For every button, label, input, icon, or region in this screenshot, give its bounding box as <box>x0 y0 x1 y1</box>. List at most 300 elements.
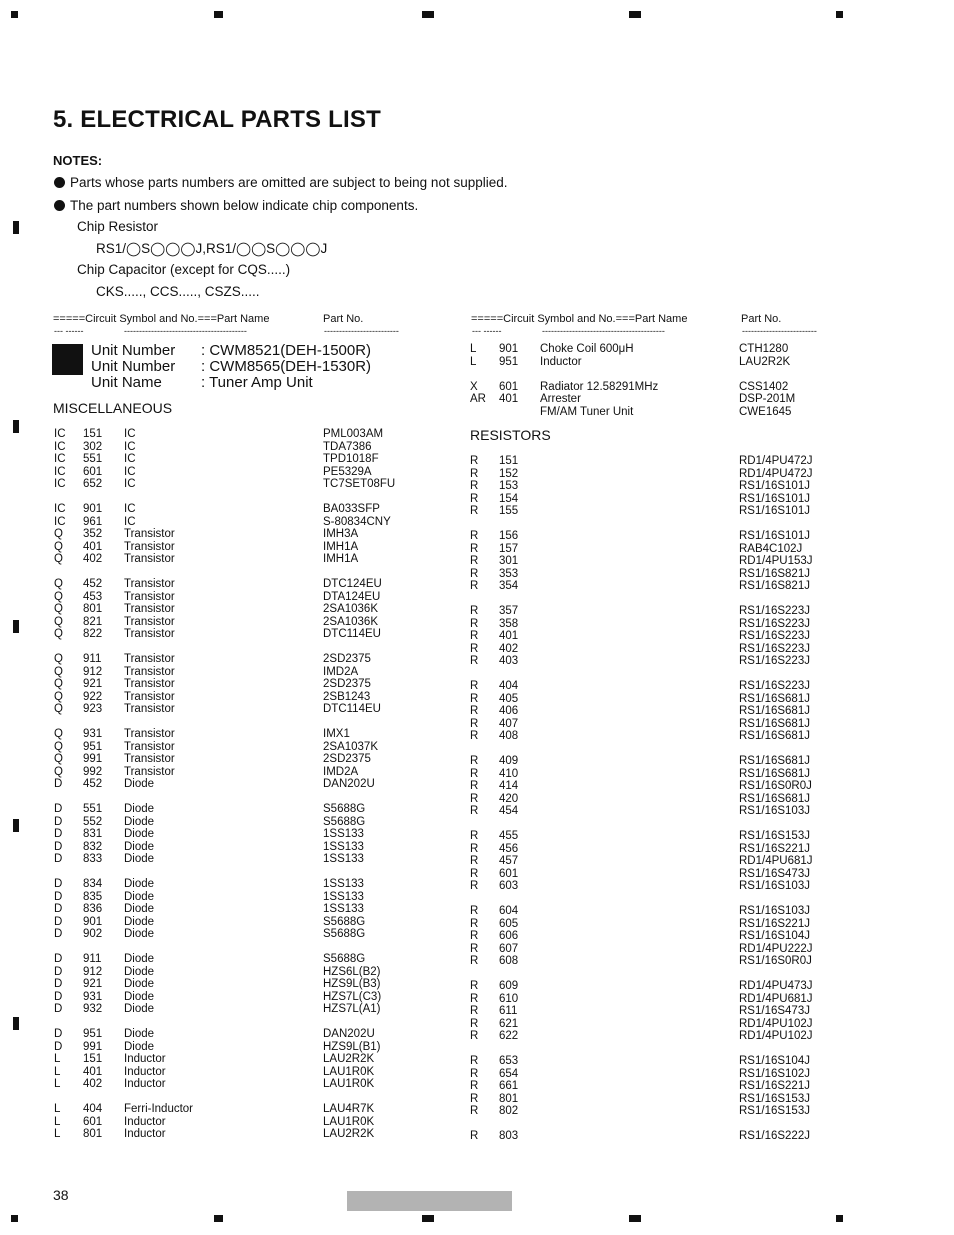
column-header-left: =====Circuit Symbol and No.===Part Name --- ------ ----------------------------------------- <box>53 313 270 336</box>
registration-mark <box>214 1215 223 1222</box>
number-cell: 803 <box>499 1130 519 1142</box>
name-cell: Diode <box>124 1040 155 1053</box>
number-cell: 836 <box>83 903 103 915</box>
name-cell: FM/AM Tuner Unit <box>540 405 634 418</box>
number-cell: 552 <box>83 815 103 828</box>
name-cell: Choke Coil 600μH <box>540 343 634 355</box>
side-mark <box>13 221 19 234</box>
name-cell: Inductor <box>124 1065 166 1078</box>
name-cell: Transistor <box>124 728 175 740</box>
partno-cell: RS1/16S681J <box>739 705 810 717</box>
number-cell: 358 <box>499 617 519 630</box>
symbol-cell: R <box>470 1080 479 1092</box>
partno-cell: RS1/16S681J <box>739 767 810 780</box>
number-cell: 403 <box>499 655 519 667</box>
symbol-cell: IC <box>54 503 66 515</box>
partno-cell: DTC114EU <box>323 703 381 715</box>
number-cell: 931 <box>83 990 103 1003</box>
symbol-cell: D <box>54 878 63 890</box>
name-cell: Diode <box>124 990 155 1003</box>
number-cell: 991 <box>83 1040 103 1053</box>
partno-cell: RS1/16S223J <box>739 617 810 630</box>
partno-cell: LAU1R0K <box>323 1065 375 1078</box>
number-cell: 406 <box>499 705 519 717</box>
partno-cell: DSP-201M <box>739 393 796 405</box>
symbol-cell: R <box>470 917 479 930</box>
partno-cell: RS1/16S821J <box>739 567 810 580</box>
symbol-cell: Q <box>54 528 63 540</box>
notes-heading: NOTES: <box>53 153 103 168</box>
number-cell: 605 <box>499 917 519 930</box>
partno-cell: HZS7L(A1) <box>323 1003 381 1015</box>
number-cell: 932 <box>83 1003 103 1015</box>
symbol-cell: Q <box>54 728 63 740</box>
name-cell: Transistor <box>124 528 175 540</box>
number-cell: 404 <box>83 1103 103 1115</box>
symbol-cell: R <box>470 492 479 505</box>
number-cell: 402 <box>83 1078 103 1090</box>
symbol-cell: R <box>470 630 479 642</box>
name-cell: Diode <box>124 1003 155 1015</box>
number-cell: 901 <box>83 503 103 515</box>
symbol-cell: L <box>54 1065 61 1078</box>
bullet-icon <box>54 200 65 211</box>
symbol-cell: R <box>470 555 479 567</box>
symbol-cell: R <box>470 642 479 655</box>
number-cell: 302 <box>83 440 103 453</box>
symbol-cell: D <box>54 1003 63 1015</box>
symbol-cell: R <box>470 955 479 967</box>
number-cell: 402 <box>83 553 103 565</box>
partno-cell: 1SS133 <box>323 853 364 865</box>
number-cell: 156 <box>499 530 519 542</box>
chip-resistor-label: Chip Resistor <box>77 219 159 234</box>
symbol-cell: D <box>54 840 63 853</box>
symbol-cell: X <box>470 380 478 393</box>
partno-cell: S5688G <box>323 803 366 815</box>
note-item: Parts whose parts numbers are omitted are subject to being not supplied. <box>54 175 508 190</box>
partno-cell: RS1/16S223J <box>739 605 810 617</box>
symbol-cell: L <box>470 343 477 355</box>
partno-cell: RS1/16S681J <box>739 755 810 767</box>
number-cell: 921 <box>83 978 103 990</box>
partno-cell: 2SA1036K <box>323 615 378 628</box>
number-cell: 992 <box>83 765 103 778</box>
symbol-cell: R <box>470 505 479 517</box>
symbol-cell: D <box>54 778 63 790</box>
symbol-cell: Q <box>54 540 63 553</box>
partno-cell: HZS9L(B3) <box>323 978 381 990</box>
partno-cell: LAU1R0K <box>323 1115 375 1128</box>
symbol-cell: D <box>54 928 63 940</box>
symbol-cell: R <box>470 855 479 867</box>
symbol-cell: IC <box>54 478 66 490</box>
number-cell: 901 <box>499 343 519 355</box>
symbol-cell: R <box>470 455 479 467</box>
partno-cell: 2SA1036K <box>323 603 378 615</box>
side-mark <box>13 420 19 433</box>
symbol-cell: Q <box>54 653 63 665</box>
partno-cell: RD1/4PU472J <box>739 455 813 467</box>
name-cell: Diode <box>124 815 155 828</box>
number-cell: 652 <box>83 478 103 490</box>
number-cell: 401 <box>499 630 519 642</box>
symbol-cell: D <box>54 853 63 865</box>
name-cell: Transistor <box>124 703 175 715</box>
partno-cell: RS1/16S473J <box>739 867 810 880</box>
symbol-cell: IC <box>54 428 66 440</box>
name-cell: IC <box>124 440 136 453</box>
symbol-cell: Q <box>54 590 63 603</box>
number-cell: 923 <box>83 703 103 715</box>
name-cell: Radiator 12.58291MHz <box>540 380 659 393</box>
unit-marker-box <box>52 344 83 375</box>
number-cell: 607 <box>499 942 519 955</box>
number-cell: 354 <box>499 580 519 592</box>
name-cell: Transistor <box>124 615 175 628</box>
partno-cell: RS1/16S153J <box>739 1105 810 1117</box>
symbol-cell: Q <box>54 765 63 778</box>
name-cell: Inductor <box>124 1115 166 1128</box>
number-cell: 151 <box>83 428 103 440</box>
number-cell: 821 <box>83 615 103 628</box>
symbol-cell: Q <box>54 603 63 615</box>
partno-cell: RS1/16S222J <box>739 1130 810 1142</box>
partno-cell: RS1/16S681J <box>739 692 810 705</box>
symbol-cell: R <box>470 755 479 767</box>
number-cell: 901 <box>83 915 103 928</box>
number-cell: 452 <box>83 578 103 590</box>
name-cell: IC <box>124 503 136 515</box>
partno-cell: S-80834CNY <box>323 515 391 528</box>
name-cell: IC <box>124 428 136 440</box>
number-cell: 414 <box>499 780 519 792</box>
symbol-cell: D <box>54 965 63 978</box>
symbol-cell: D <box>54 815 63 828</box>
partno-cell: LAU2R2K <box>323 1128 375 1140</box>
note-item: The part numbers shown below indicate chip components. <box>54 198 418 213</box>
symbol-cell: R <box>470 1030 479 1042</box>
number-cell: 654 <box>499 1067 519 1080</box>
footer-bar <box>347 1191 512 1211</box>
symbol-cell: R <box>470 530 479 542</box>
symbol-cell: L <box>470 355 477 368</box>
registration-mark <box>214 11 223 18</box>
side-mark <box>13 819 19 832</box>
partno-cell: RS1/16S153J <box>739 830 810 842</box>
number-cell: 154 <box>499 492 519 505</box>
number-cell: 902 <box>83 928 103 940</box>
symbol-cell: R <box>470 867 479 880</box>
partno-cell: CWE1645 <box>739 405 792 418</box>
name-cell: Ferri-Inductor <box>124 1103 194 1115</box>
symbol-cell: R <box>470 680 479 692</box>
partno-cell: RS1/16S101J <box>739 480 810 492</box>
partno-cell: DTC114EU <box>323 628 381 640</box>
symbol-cell: Q <box>54 615 63 628</box>
number-cell: 833 <box>83 853 103 865</box>
partno-cell: BA033SFP <box>323 503 380 515</box>
partno-cell: 2SA1037K <box>323 740 378 753</box>
partno-cell: RD1/4PU102J <box>739 1017 813 1030</box>
symbol-cell: R <box>470 655 479 667</box>
registration-mark <box>836 11 843 18</box>
partno-cell: RS1/16S221J <box>739 917 810 930</box>
symbol-cell: R <box>470 1067 479 1080</box>
name-cell: Inductor <box>124 1128 166 1140</box>
partno-cell: RS1/16S104J <box>739 1055 810 1067</box>
partno-cell: 1SS133 <box>323 890 364 903</box>
name-cell: Transistor <box>124 678 175 690</box>
partno-cell: S5688G <box>323 928 366 940</box>
symbol-cell: IC <box>54 453 66 465</box>
partno-cell: RS1/16S223J <box>739 630 810 642</box>
name-cell: IC <box>124 453 136 465</box>
symbol-cell: D <box>54 890 63 903</box>
partno-cell: 1SS133 <box>323 878 364 890</box>
symbol-cell: R <box>470 480 479 492</box>
partno-cell: LAU2R2K <box>323 1053 375 1065</box>
number-cell: 601 <box>499 380 519 393</box>
number-cell: 457 <box>499 855 519 867</box>
symbol-cell: L <box>54 1078 61 1090</box>
symbol-cell: R <box>470 1105 479 1117</box>
partno-cell: RD1/4PU102J <box>739 1030 813 1042</box>
partno-cell: RS1/16S102J <box>739 1067 810 1080</box>
number-cell: 407 <box>499 717 519 730</box>
name-cell: IC <box>124 465 136 478</box>
number-cell: 961 <box>83 515 103 528</box>
number-cell: 353 <box>499 567 519 580</box>
symbol-cell: Q <box>54 553 63 565</box>
number-cell: 951 <box>83 740 103 753</box>
symbol-cell: R <box>470 717 479 730</box>
name-cell: Transistor <box>124 553 175 565</box>
symbol-cell: IC <box>54 440 66 453</box>
number-cell: 912 <box>83 665 103 678</box>
symbol-cell: L <box>54 1103 61 1115</box>
partno-cell: IMH3A <box>323 528 359 540</box>
name-cell: IC <box>124 515 136 528</box>
name-cell: Diode <box>124 953 155 965</box>
partno-cell: RS1/16S103J <box>739 805 810 817</box>
resistors-heading: RESISTORS <box>470 427 551 443</box>
name-cell: Transistor <box>124 753 175 765</box>
registration-mark <box>11 11 18 18</box>
number-cell: 802 <box>499 1105 519 1117</box>
registration-mark <box>836 1215 843 1222</box>
symbol-cell: R <box>470 1130 479 1142</box>
symbol-cell: R <box>470 905 479 917</box>
symbol-cell: R <box>470 992 479 1005</box>
symbol-cell: R <box>470 617 479 630</box>
symbol-cell: R <box>470 880 479 892</box>
symbol-cell: L <box>54 1053 61 1065</box>
partno-cell: RS1/16S0R0J <box>739 955 812 967</box>
number-cell: 405 <box>499 692 519 705</box>
symbol-cell: R <box>470 542 479 555</box>
name-cell: Transistor <box>124 540 175 553</box>
symbol-cell: D <box>54 953 63 965</box>
number-cell: 911 <box>83 653 102 665</box>
name-cell: IC <box>124 478 136 490</box>
partno-cell: RD1/4PU472J <box>739 467 813 480</box>
partno-cell: IMD2A <box>323 665 359 678</box>
number-cell: 357 <box>499 605 519 617</box>
symbol-cell: R <box>470 730 479 742</box>
name-cell: Inductor <box>124 1078 166 1090</box>
name-cell: Diode <box>124 803 155 815</box>
partno-cell: CTH1280 <box>739 343 789 355</box>
number-cell: 931 <box>83 728 103 740</box>
number-cell: 609 <box>499 980 519 992</box>
name-cell: Diode <box>124 915 155 928</box>
symbol-cell: R <box>470 580 479 592</box>
name-cell: Inductor <box>124 1053 166 1065</box>
number-cell: 601 <box>499 867 519 880</box>
partno-cell: RS1/16S103J <box>739 905 810 917</box>
number-cell: 911 <box>83 953 102 965</box>
symbol-cell: R <box>470 780 479 792</box>
partno-cell: RS1/16S153J <box>739 1092 810 1105</box>
number-cell: 622 <box>499 1030 519 1042</box>
name-cell: Diode <box>124 965 155 978</box>
name-cell: Diode <box>124 778 155 790</box>
number-cell: 601 <box>83 465 103 478</box>
number-cell: 157 <box>499 542 519 555</box>
symbol-cell: D <box>54 903 63 915</box>
number-cell: 832 <box>83 840 103 853</box>
number-cell: 452 <box>83 778 103 790</box>
partno-cell: RAB4C102J <box>739 542 803 555</box>
number-cell: 835 <box>83 890 103 903</box>
partno-cell: RS1/16S101J <box>739 492 810 505</box>
partno-cell: LAU1R0K <box>323 1078 375 1090</box>
partno-cell: TDA7386 <box>323 440 372 453</box>
partno-cell: IMH1A <box>323 540 359 553</box>
partno-cell: 2SB1243 <box>323 690 371 703</box>
registration-mark <box>11 1215 18 1222</box>
partno-cell: PML003AM <box>323 428 384 440</box>
partno-cell: HZS9L(B1) <box>323 1040 381 1053</box>
number-cell: 603 <box>499 880 519 892</box>
name-cell: Inductor <box>540 355 582 368</box>
chip-capacitor-label: Chip Capacitor (except for CQS.....) <box>77 262 291 277</box>
partno-cell: TPD1018F <box>323 453 379 465</box>
partno-cell: RS1/16S101J <box>739 505 810 517</box>
name-cell: Transistor <box>124 603 175 615</box>
symbol-cell: R <box>470 805 479 817</box>
number-cell: 404 <box>499 680 519 692</box>
partno-cell: HZS7L(C3) <box>323 990 382 1003</box>
number-cell: 402 <box>499 642 519 655</box>
symbol-cell: AR <box>470 393 486 405</box>
symbol-cell: R <box>470 1005 479 1017</box>
number-cell: 453 <box>83 590 103 603</box>
partno-cell: 2SD2375 <box>323 678 371 690</box>
partno-cell: IMH1A <box>323 553 359 565</box>
number-cell: 951 <box>83 1028 103 1040</box>
symbol-cell: D <box>54 915 63 928</box>
symbol-cell: R <box>470 705 479 717</box>
number-cell: 661 <box>499 1080 519 1092</box>
number-cell: 621 <box>499 1017 519 1030</box>
column-header-right: =====Circuit Symbol and No.===Part Name --- ------ ----------------------------------------- <box>471 313 688 336</box>
number-cell: 610 <box>499 992 519 1005</box>
symbol-cell: D <box>54 990 63 1003</box>
partno-cell: IMD2A <box>323 765 359 778</box>
number-cell: 611 <box>499 1005 518 1017</box>
misc-heading: MISCELLANEOUS <box>53 400 173 416</box>
partno-cell: 1SS133 <box>323 828 364 840</box>
partno-cell: RS1/16S221J <box>739 1080 810 1092</box>
partno-cell: RS1/16S821J <box>739 580 810 592</box>
partno-cell: RS1/16S223J <box>739 655 810 667</box>
side-mark <box>13 620 19 633</box>
number-cell: 454 <box>499 805 519 817</box>
chip-resistor-code: RS1/◯S◯◯◯J,RS1/◯◯S◯◯◯J <box>96 241 328 256</box>
symbol-cell: R <box>470 792 479 805</box>
symbol-cell: L <box>54 1115 61 1128</box>
number-cell: 608 <box>499 955 519 967</box>
partno-cell: LAU2R2K <box>739 355 791 368</box>
name-cell: Transistor <box>124 765 175 778</box>
name-cell: Diode <box>124 853 155 865</box>
name-cell: Transistor <box>124 590 175 603</box>
number-cell: 801 <box>499 1092 519 1105</box>
partno-cell: DAN202U <box>323 1028 375 1040</box>
number-cell: 456 <box>499 842 519 855</box>
name-cell: Transistor <box>124 740 175 753</box>
number-cell: 921 <box>83 678 103 690</box>
symbol-cell: R <box>470 767 479 780</box>
symbol-cell: IC <box>54 465 66 478</box>
partno-cell: PE5329A <box>323 465 372 478</box>
number-cell: 408 <box>499 730 519 742</box>
symbol-cell: R <box>470 830 479 842</box>
partno-cell: DAN202U <box>323 778 375 790</box>
registration-mark <box>422 11 434 18</box>
partno-cell: RS1/16S101J <box>739 530 810 542</box>
partno-cell: TC7SET08FU <box>323 478 396 490</box>
number-cell: 601 <box>83 1115 103 1128</box>
partno-cell: 2SD2375 <box>323 753 371 765</box>
symbol-cell: R <box>470 692 479 705</box>
name-cell: Transistor <box>124 690 175 703</box>
partno-cell: RS1/16S223J <box>739 680 810 692</box>
partno-cell: LAU4R7K <box>323 1103 375 1115</box>
number-cell: 834 <box>83 878 103 890</box>
symbol-cell: D <box>54 1040 63 1053</box>
symbol-cell: R <box>470 467 479 480</box>
partno-cell: RD1/4PU473J <box>739 980 813 992</box>
name-cell: Diode <box>124 903 155 915</box>
number-cell: 301 <box>499 555 519 567</box>
partno-cell: S5688G <box>323 815 366 828</box>
partno-cell: 2SD2375 <box>323 653 371 665</box>
symbol-cell: R <box>470 567 479 580</box>
name-cell: Diode <box>124 978 155 990</box>
name-cell: Transistor <box>124 665 175 678</box>
unit-info: Unit Number : CWM8521(DEH-1500R) Unit Number : CWM8565(DEH-1530R) Unit Name : Tuner Amp Unit <box>91 342 372 391</box>
partno-cell: RD1/4PU222J <box>739 942 813 955</box>
name-cell: Diode <box>124 1028 155 1040</box>
name-cell: Diode <box>124 928 155 940</box>
registration-mark <box>422 1215 434 1222</box>
symbol-cell: Q <box>54 578 63 590</box>
partno-cell: DTA124EU <box>323 590 381 603</box>
number-cell: 653 <box>499 1055 519 1067</box>
